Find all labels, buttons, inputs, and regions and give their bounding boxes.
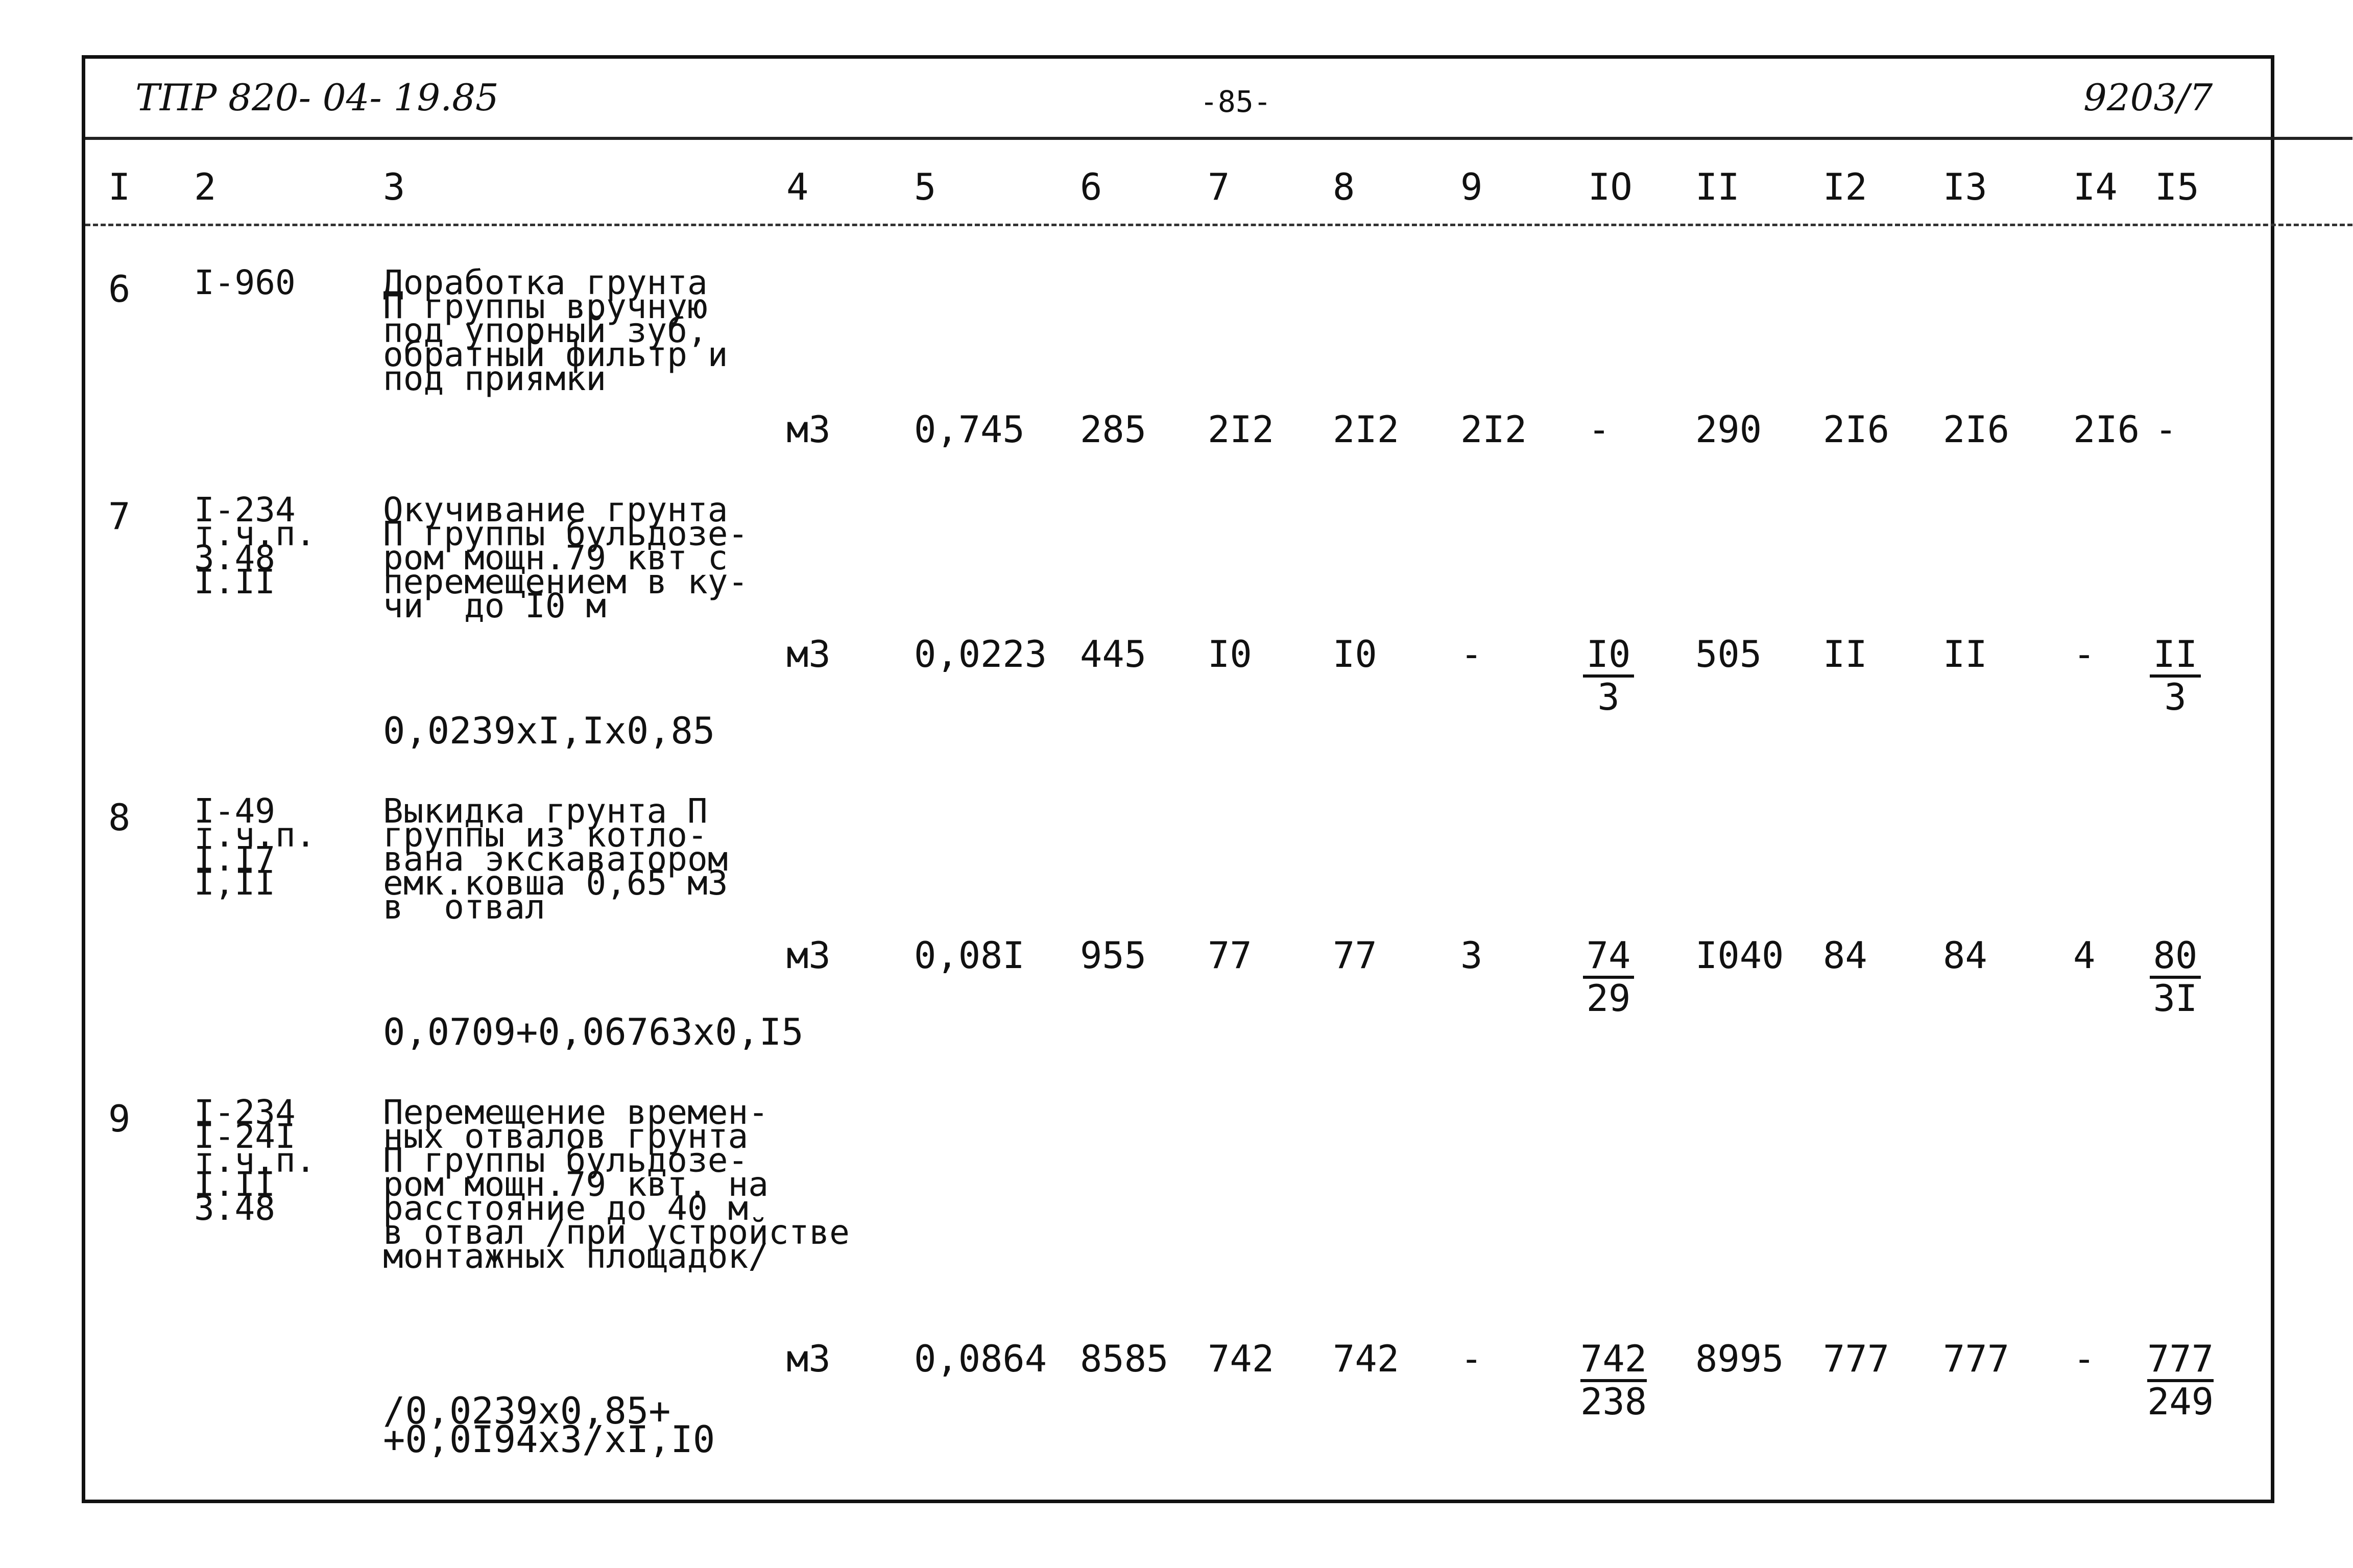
page-number: -85- <box>1200 84 1271 119</box>
unit: м3 <box>786 1337 831 1380</box>
col-header-11: II <box>1695 165 1740 208</box>
fraction-denominator: 3 <box>2164 676 2187 718</box>
fraction-numerator: 74 <box>1583 937 1634 979</box>
col7: 742 <box>1208 1337 1275 1380</box>
row-number: 6 <box>108 268 131 310</box>
col10: - <box>1588 408 1611 451</box>
col6: 8585 <box>1080 1337 1169 1380</box>
col11: 8995 <box>1695 1337 1784 1380</box>
col13: II <box>1943 633 1987 676</box>
col9: - <box>1460 633 1483 676</box>
work-description: Выкидка грунта П группы из котло- вана экскаватором емк.ковша 0,65 м3 в отвал <box>383 791 728 927</box>
col11: 505 <box>1695 633 1762 676</box>
col13: 84 <box>1943 934 1987 977</box>
col14: 4 <box>2073 934 2096 977</box>
fraction-denominator: 29 <box>1586 977 1631 1020</box>
col13: 2I6 <box>1943 408 2010 451</box>
col-header-1: I <box>108 165 131 208</box>
col8: 2I2 <box>1333 408 1400 451</box>
col-header-2: 2 <box>194 165 217 208</box>
work-description: Перемещение времен- ных отвалов грунта П группы бульдозе- ром мощн.79 квт. на расстояние до 40 м в отвал /при устройстве монтажных площадок/ <box>383 1093 850 1276</box>
col-header-3: 3 <box>383 165 405 208</box>
unit: м3 <box>786 408 831 451</box>
col-header-6: 6 <box>1080 165 1102 208</box>
fraction-numerator: II <box>2150 636 2201 678</box>
col8: 742 <box>1333 1337 1400 1380</box>
col12: 84 <box>1823 934 1867 977</box>
col15-fraction <box>2150 633 2201 718</box>
fraction-denominator: 238 <box>1580 1380 1647 1423</box>
header-rule <box>85 137 2352 140</box>
col14: 2I6 <box>2073 408 2140 451</box>
col-header-8: 8 <box>1333 165 1355 208</box>
unit: м3 <box>786 934 831 977</box>
col10-fraction <box>1580 1337 1647 1423</box>
row-number: 7 <box>108 495 131 538</box>
col-header-14: I4 <box>2073 165 2118 208</box>
col5: 0,0223 <box>914 633 1047 676</box>
col9: 3 <box>1460 934 1483 977</box>
sheet-ref: 9203/7 <box>2083 76 2213 119</box>
col15: - <box>2155 408 2177 451</box>
col-header-7: 7 <box>1208 165 1230 208</box>
row-number: 8 <box>108 796 131 839</box>
norm-code: I-49 т.ч.п. I.I7 I,II <box>194 791 316 903</box>
col7: I0 <box>1208 633 1252 676</box>
fraction-denominator: 249 <box>2147 1380 2214 1423</box>
fraction-denominator: 3 <box>1597 676 1620 718</box>
column-header-rule <box>85 224 2352 226</box>
col6: 285 <box>1080 408 1147 451</box>
norm-code: I-234 т.ч.п. 3.48 I.II <box>194 490 316 601</box>
col9: - <box>1460 1337 1483 1380</box>
work-description: Доработка грунта П группы вручную под упорный зуб, обратный фильтр и под приямки <box>383 263 728 398</box>
fraction-numerator: 777 <box>2147 1340 2214 1382</box>
col11: I040 <box>1695 934 1784 977</box>
doc-code: ТПР 820- 04- 19.85 <box>135 76 499 119</box>
col10-fraction <box>1583 633 1634 718</box>
col7: 77 <box>1208 934 1252 977</box>
col11: 290 <box>1695 408 1762 451</box>
col13: 777 <box>1943 1337 2010 1380</box>
fraction-numerator: I0 <box>1583 636 1634 678</box>
col8: 77 <box>1333 934 1377 977</box>
col14: - <box>2073 633 2096 676</box>
col-header-4: 4 <box>786 165 809 208</box>
work-description: Окучивание грунта П группы бульдозе- ром мощн.79 квт с перемещением в ку- чи до I0 м <box>383 490 749 625</box>
col-header-13: I3 <box>1943 165 1987 208</box>
col14: - <box>2073 1337 2096 1380</box>
norm-code: I-234 I-24I т.ч.п. I.II 3.48 <box>194 1093 316 1228</box>
col9: 2I2 <box>1460 408 1527 451</box>
unit: м3 <box>786 633 831 676</box>
col5: 0,08I <box>914 934 1025 977</box>
col15-fraction <box>2147 1337 2214 1423</box>
col6: 955 <box>1080 934 1147 977</box>
col-header-9: 9 <box>1460 165 1483 208</box>
col-header-15: I5 <box>2155 165 2199 208</box>
col12: 777 <box>1823 1337 1890 1380</box>
col12: II <box>1823 633 1867 676</box>
norm-code: I-960 <box>194 263 296 302</box>
col-header-5: 5 <box>914 165 937 208</box>
col7: 2I2 <box>1208 408 1275 451</box>
col6: 445 <box>1080 633 1147 676</box>
col15-fraction <box>2150 934 2201 1020</box>
col5: 0,745 <box>914 408 1025 451</box>
col12: 2I6 <box>1823 408 1890 451</box>
row-number: 9 <box>108 1097 131 1140</box>
calc-formula: 0,0709+0,06763x0,I5 <box>383 1010 804 1053</box>
col5: 0,0864 <box>914 1337 1047 1380</box>
fraction-numerator: 742 <box>1580 1340 1647 1382</box>
fraction-numerator: 80 <box>2150 937 2201 979</box>
col10-fraction <box>1583 934 1634 1020</box>
calc-formula: 0,0239xI,Ix0,85 <box>383 709 715 752</box>
fraction-denominator: 3I <box>2153 977 2198 1020</box>
calc-formula: /0,0239x0,85+ +0,0I94x3/xI,I0 <box>383 1389 715 1461</box>
col-header-10: IO <box>1588 165 1632 208</box>
col-header-12: I2 <box>1823 165 1867 208</box>
col8: I0 <box>1333 633 1377 676</box>
